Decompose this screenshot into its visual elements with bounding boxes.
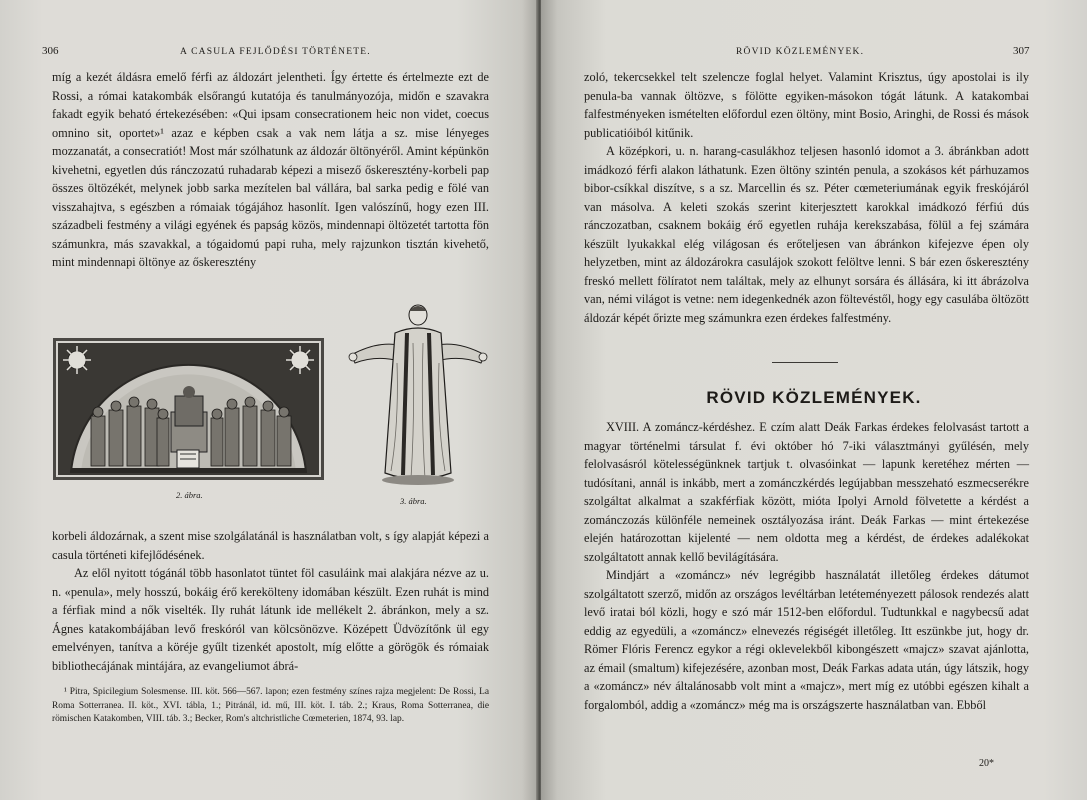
footnote-text: ¹ Pitra, Spicilegium Solesmense. III. köt. 566—567. lapon; ezen festmény színes rajza megjelent: De Rossi, La Roma Sotterranea. II. köt., XVI. tábla, 1.; Pitránál, id. mű, III. köt. I. táb. 2.; Kraus, Roma Sotterranea, die römischen Katakomben, VIII. táb. 3.; Becker, Rom's altchristliche Cœmeterien, 1874, 93. lap. (52, 687, 489, 725)
paragraph: XVIII. A zománcz-kérdéshez. E czím alatt Deák Farkas érdekes felolvasást tartott a magyar történelmi társulat f. évi október hó 7-iki választmányi gyűlésén, mely felolvasásról kötelességünknek tartjuk t. olvasóinkat — lapunk keretéhez mérten — tudósítani, annál is inkább, mert a zománczkérdés legújabban messzeható eszmecserékre szolgáltat alkalmat a szakférfiak között, mióta Ipolyi Arnold fölvetette a kérdést a zománczozás különféle nemeinek osztályozása iránt. Deák Farkas — mint értekezése elején határozottan kijelenté — nem oldotta meg a kérdést, de érdekes adalékokat szolgáltatott annak kellő bevilágítására. (584, 420, 1029, 564)
paragraph: korbeli áldozárnak, a szent mise szolgálatánál is használatban volt, s így alapját képezi a casula történeti kifejlődésének. (52, 529, 489, 562)
fresco-figure (53, 338, 324, 480)
orant-figure (347, 303, 489, 487)
signature-mark: 20* (979, 758, 994, 769)
paragraph: zoló, tekercsekkel telt szelencze foglal helyet. Valamint Krisztus, úgy apostolai is ily penula-ba vannak öltözve, s fölötte egyiken-másokon tógát látunk. A katakombai falfestményeken ismételten előfordul ezen öltöny, mint Bosio, Aringhi, de Rossi és mások publicatióiból kitűnik. (584, 70, 1029, 140)
paragraph: A középkori, u. n. harang-casulákhoz teljesen hasonló idomot a 3. ábránkban adott imádkozó férfi alakon láthatunk. Ezen öltöny szintén penula, a szokásos két párhuzamos bibor-csíkkal diszítve, s a sz. Marcellin és sz. Péter cœmeteriumának egyik freskójáról van másolva. A keleti szokás szerint kiterjesztett karokkal imádkozó férfiú dús ránczozatban, csaknem bokáig érő egyetlen ruhája kerekszabása, fölül a fej számára készült lyukakkal elég világosan és erőteljesen van ábránkon kifejezve épen oly helyzetben, mint az áldozárokra casulájok szokott felöltve lenni. S bár ezen őskeresztény freskó mellett fölíratot nem találtak, mely az elhunyt sorsára és állására, ki itt ábrázolva van, némi világot is vetne: nem idegenkednék azon föltevéstől, hogy egy casulába öltözött áldozár képét őrizte meg számunkra ezen érdekes falfestmény. (584, 144, 1029, 325)
paragraph: míg a kezét áldásra emelő férfi az áldozárt jelentheti. Így értette és értelmezte ezt de Rossi, a római katakombák elsőrangú kutatója és tanulmányozója, midőn e szavakra fakadt egyik beható értekezésében: «Qui ipsam consecrationem heic non videt, coecus omnino sit, oportet»¹ azaz e képben csak a vak nem látja a sz. mise lényeges mozzanatát, a consecratiót! Most már szólhatunk az áldozár öltönyéről. Amint képünkön kivehetni, egyetlen dús ránczozatú ruhadarab képezi a misező őskeresztény-korbeli pap összes öltözékét, melynek jobb sarka mezítelen bal vállára, bal sarka pedig e fölé van visszahajtva, s egészben a rómaiak tógájához hasonlít. Igen valószínű, hogy ezen III. századbeli festmény a világi egyének és papság közös, mindennapi öltözetét tartotta fön számunkra, más szavakkal, a tógaidomú papi ruha, mely rajzunkon tisztán kivehető, mint mindennapi öltönye az őskeresztény (52, 70, 489, 269)
footnote (52, 686, 489, 727)
figure-caption: 2. ábra. (176, 490, 203, 500)
body-text-bottom (52, 527, 489, 675)
body-text-top (52, 68, 489, 272)
figure-caption: 3. ábra. (400, 496, 427, 506)
right-page (541, 0, 1087, 800)
section-divider (772, 362, 838, 363)
left-page (0, 0, 538, 800)
page-number: 306 (42, 45, 59, 57)
running-head: RÖVID KÖZLEMÉNYEK. (736, 47, 865, 57)
paragraph: Az elől nyitott tógánál több hasonlatot tüntet föl casuláink mai alakjára nézve az u. n. «penula», mely hosszú, bokáig érő kerekölteny idomában készült. Ezen ruhát is mind a férfiak mind a nők viselték. Ily ruhát látunk ide mellékelt 2. ábránkon, mely a sz. Ágnes katakombájában levő freskóról van kölcsönözve. Középett Üdvözítőnk ül egy emelvényen, tanítva a köréje gyűlt tizenkét apostolt, míg előtte a görögök és rómaiak bibliothecájának mintájára, az evangeliumot ábrá- (52, 566, 489, 673)
page-number: 307 (1013, 45, 1030, 57)
paragraph: Mindjárt a «zománcz» név legrégibb használatát illetőleg érdekes dátumot szolgáltatott szerző, midőn az országos levéltárban letéteményezett pálosok rendezés alatt levő iratai ból közli, hogy e szó már 1512-ben előfordul. Tudtunkkal e nagybecsű adat eddig az egyedüli, a «zománcz» elnevezés régiségét illetőleg. Itt eszünkbe jut, hogy dr. Römer Flóris Ferencz egykor a régi oklevelekből kibongészett «majcz» szavat ajánlotta, az émail (smaltum) kifejezésére, azonban most, Deák Farkas adata után, úgy látszik, hogy a «zománcz» név általánosabb volt mint a «majcz», mert míg ez utóbbi egészen kihalt a forgalomból, addig a «zománcz» még ma is országszerte használatban van. Ebből (584, 568, 1029, 712)
section-heading: RÖVID KÖZLEMÉNYEK. (706, 388, 922, 407)
body-text-top (584, 68, 1029, 327)
section-body (584, 418, 1029, 714)
running-head: A CASULA FEJLŐDÉSI TÖRTÉNETE. (180, 47, 371, 57)
